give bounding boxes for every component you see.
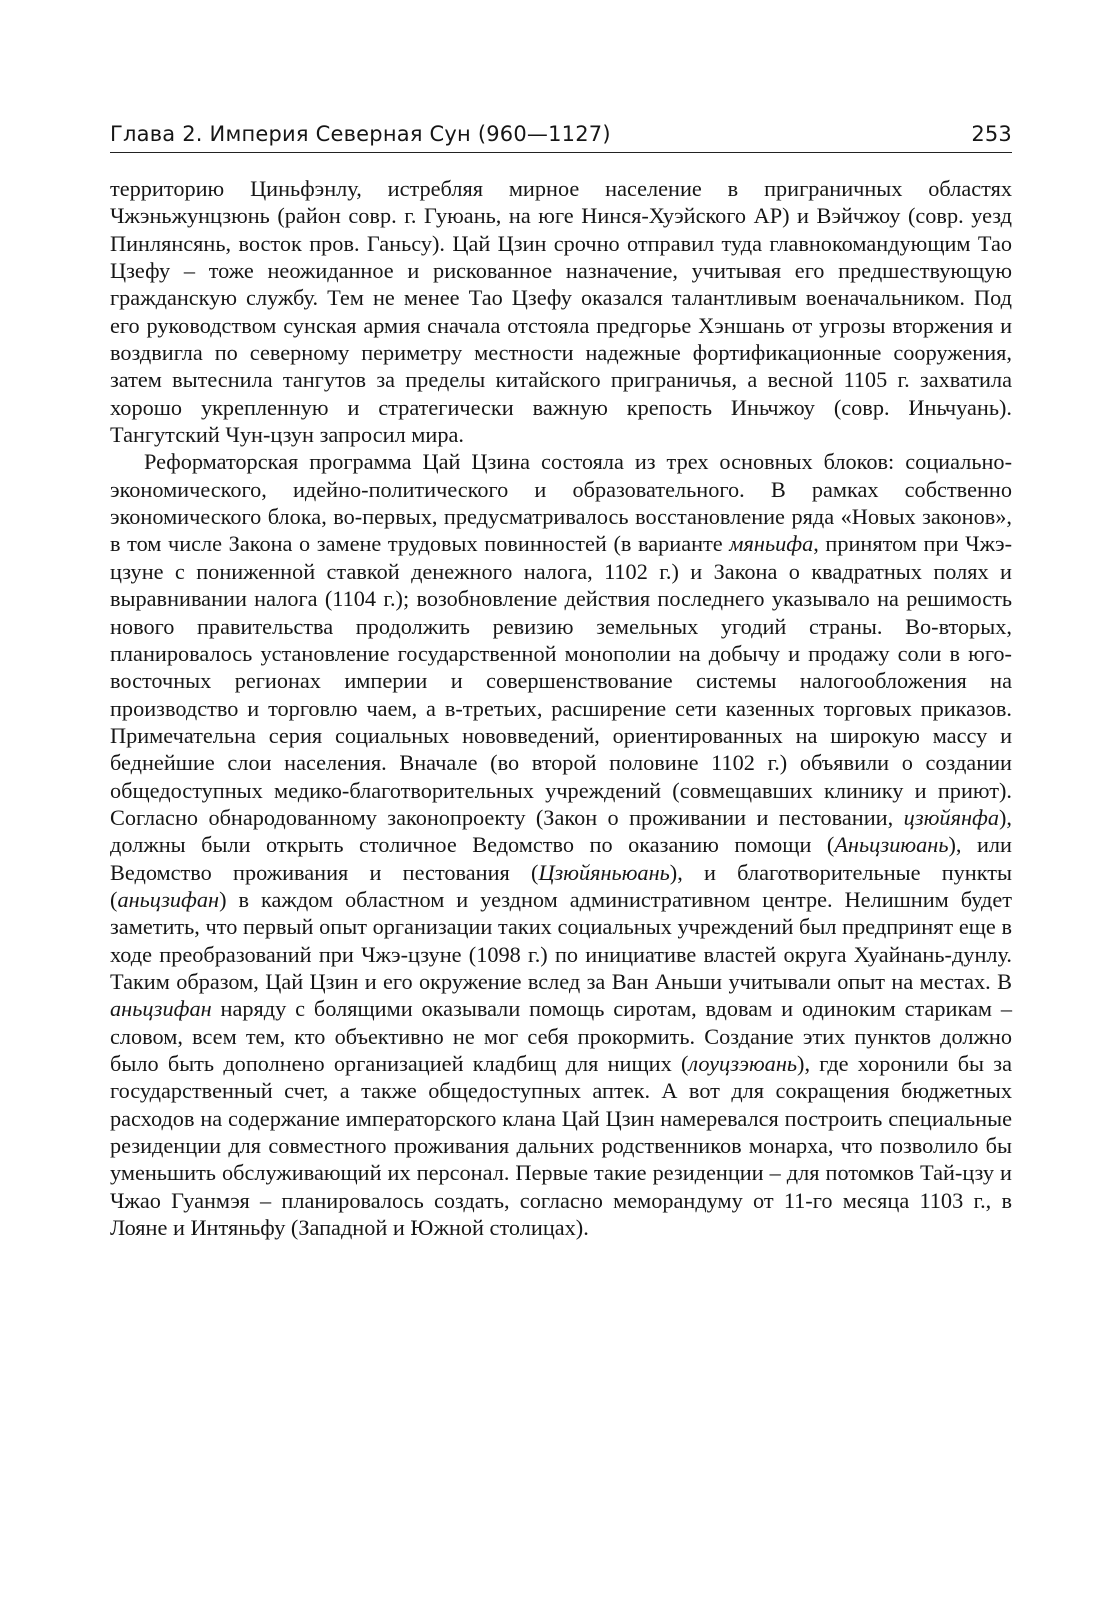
text-run: территорию Циньфэнлу, истребляя мирное население в приграничных областях Чжэньжунцзюнь (район совр. г. Гуюань, на юге Нинся-Хуэйского АР) и Вэйчжоу (совр. уезд Пинлянсянь, восток пров. Ганьсу). Цай Цзин срочно отправил туда главнокомандующим Тао Цзефу – тоже неожиданное и рискованное назначение, учитывая его предшествующую гражданскую службу. Тем не менее Тао Цзефу оказался талантливым военачальником. Под его руководством сунская армия сначала отстояла предгорье Хэншань от угрозы вторжения и воздвигла по северному периметру местности надежные фортификационные сооружения, затем вытеснила тангутов за пределы китайского приграничья, а весной 1105 г. захватила хорошо укрепленную и стратегически важную крепость Иньчжоу (совр. Иньчуань). Тангутский Чун-цзун запросил мира. xyxy=(110,176,1012,448)
italic-term: цзюйянфа xyxy=(903,804,999,830)
italic-term: аньцзифан xyxy=(117,886,220,912)
italic-term: мяньифа xyxy=(729,531,814,557)
paragraph xyxy=(110,175,1012,448)
body-text xyxy=(110,175,1012,1241)
paragraph xyxy=(110,448,1012,1241)
text-run: ) в каждом областном и уездном административном центре. Нелишним будет заметить, что первый опыт организации таких социальных учреждений был предпринят еще в ходе преобразований при Чжэ-цзуне (1098 г.) по инициативе властей округа Хуайнань-дунлу. Таким образом, Цай Цзин и его окружение вслед за Ван Аньши учитывали опыт на местах. В xyxy=(110,886,1012,994)
running-header xyxy=(110,122,1012,153)
text-run: ), и благотворительные пункты ( xyxy=(110,859,1012,912)
italic-term: аньцзифан xyxy=(110,996,212,1022)
text-run: , принятом при Чжэ-цзуне с пониженной ставкой денежного налога, 1102 г.) и Закона о квадратных полях и выравнивании налога (1104 г.); возобновление действия последнего указывало на решимость нового правительства продолжить ревизию земельных угодий страны. Во-вторых, планировалось установление государственной монополии на добычу и продажу соли в юго-восточных регионах империи и совершенствование системы налогообложения на производство и торговлю чаем, а в-третьих, расширение сети казенных торговых приказов. Примечательна серия социальных нововведений, ориентированных на широкую массу и беднейшие слои населения. Вначале (во второй половине 1102 г.) объявили о создании общедоступных медико-благотворительных учреждений (совмещавших клинику и приют). Согласно обнародованному законопроекту (Закон о проживании и пестовании, xyxy=(110,531,1012,830)
book-page xyxy=(110,122,1012,1241)
chapter-title: Глава 2. Империя Северная Сун (960—1127) xyxy=(110,122,611,146)
italic-term: лоуцзэюань xyxy=(688,1051,798,1076)
text-run: наряду с болящими оказывали помощь сиротам, вдовам и одиноким старикам – словом, всем тем, кто объективно не мог себя прокормить. Создание этих пунктов должно было быть дополнено организацией кладбищ для нищих ( xyxy=(110,996,1012,1076)
italic-term: Цзюйяньюань xyxy=(538,859,670,885)
text-run: ), должны были открыть столичное Ведомство по оказанию помощи ( xyxy=(110,804,1012,858)
text-run: ), где хоронили бы за государственный счет, а также общедоступных аптек. А вот для сокращения бюджетных расходов на содержание императорского клана Цай Цзин намеревался построить специальные резиденции для совместного проживания дальних родственников монарха, что позволило бы уменьшить обслуживающий их персонал. Первые такие резиденции – для потомков Тай-цзу и Чжао Гуанмэя – планировалось создать, согласно меморандуму от 11-го месяца 1103 г., в Лояне и Интяньфу (Западной и Южной столицах). xyxy=(110,1051,1012,1241)
italic-term: Аньцзиюань xyxy=(834,832,949,858)
text-run: ), или Ведомство проживания и пестования ( xyxy=(110,832,1012,885)
text-run: Реформаторская программа Цай Цзина состояла из трех основных блоков: социально-экономического, идейно-политического и образовательного. В рамках собственно экономического блока, во-первых, предусматривалось восстановление ряда «Новых законов», в том числе Закона о замене трудовых повинностей (в варианте xyxy=(110,449,1012,557)
page-number: 253 xyxy=(971,122,1012,146)
